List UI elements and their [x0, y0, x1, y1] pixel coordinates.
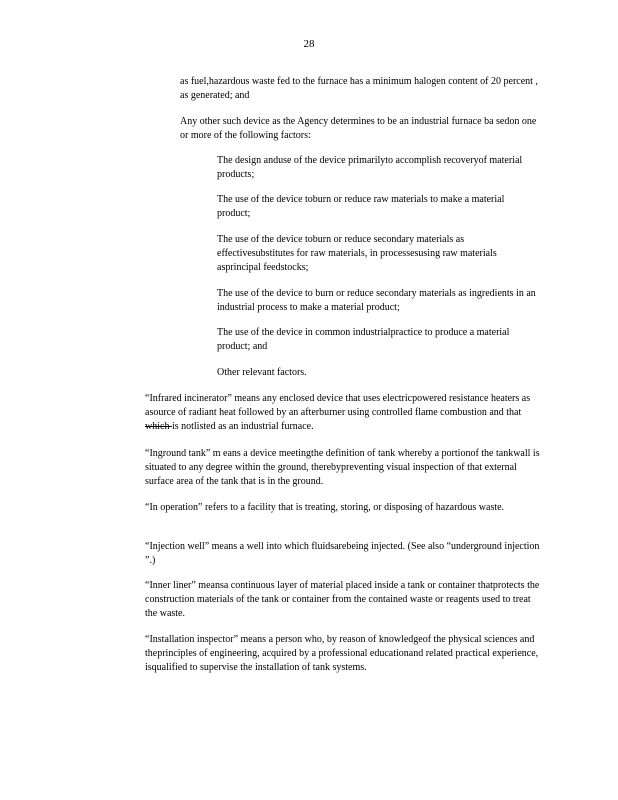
definition-infrared-incinerator — [145, 392, 540, 434]
factor-common-practice: The use of the device in common industrialpractice to produce a material product; and — [217, 327, 510, 352]
page-number: 28 — [303, 38, 315, 50]
struck-text: which — [145, 421, 172, 432]
factor-raw-materials: The use of the device toburn or reduce raw materials to make a material product; — [217, 194, 505, 219]
definition-installation-inspector: “Installation inspector” means a person who, by reason of knowledgeof the physical sciences and theprinciples of engineering, acquired by a professional educationand related practical experience, isqualified to supervise the installation of tank systems. — [145, 634, 539, 673]
definition-in-operation: “In operation” refers to a facility that is treating, storing, or disposing of hazardous waste. — [145, 502, 505, 513]
paragraph-halogen-fuel: as fuel,hazardous waste fed to the furnace has a minimum halogen content of 20 percent , as generated; and — [180, 76, 538, 101]
definition-inground-tank: “Inground tank” m eans a device meetingthe definition of tank whereby a portionof the tankwall is situated to any degree within the ground, therebypreventing visual inspection of that external surface area of the tank that is in the ground. — [145, 448, 540, 487]
factor-secondary-ingredients: The use of the device to burn or reduce secondary materials as ingredients in an industrial process to make a material product; — [217, 288, 536, 313]
paragraph-other-device: Any other such device as the Agency determines to be an industrial furnace ba sedon one or more of the following factors: — [180, 116, 537, 141]
infrared-text-after: is notlisted as an industrial furnace. — [171, 421, 314, 432]
definition-injection-well: “Injection well” means a well into which fluidsarebeing injected. (See also “underground injection ”.) — [145, 541, 540, 566]
infrared-text-before: “Infrared incinerator” means any enclosed device that uses electricpowered resistance heaters as asource of radiant heat followed by an afterburner using controlled flame combustion and that — [145, 393, 531, 418]
factor-other-relevant: Other relevant factors. — [217, 367, 307, 378]
factor-secondary-substitutes: The use of the device toburn or reduce secondary materials as effectivesubstitutes for raw materials, in processesusing raw materials asprincipal feedstocks; — [217, 234, 497, 273]
factor-design-use: The design anduse of the device primarilyto accomplish recoveryof material products; — [217, 155, 523, 180]
definition-inner-liner: “Inner liner” meansa continuous layer of material placed inside a tank or container thatprotects the construction materials of the tank or container from the contained waste or reagents used to treat the waste. — [145, 580, 540, 619]
